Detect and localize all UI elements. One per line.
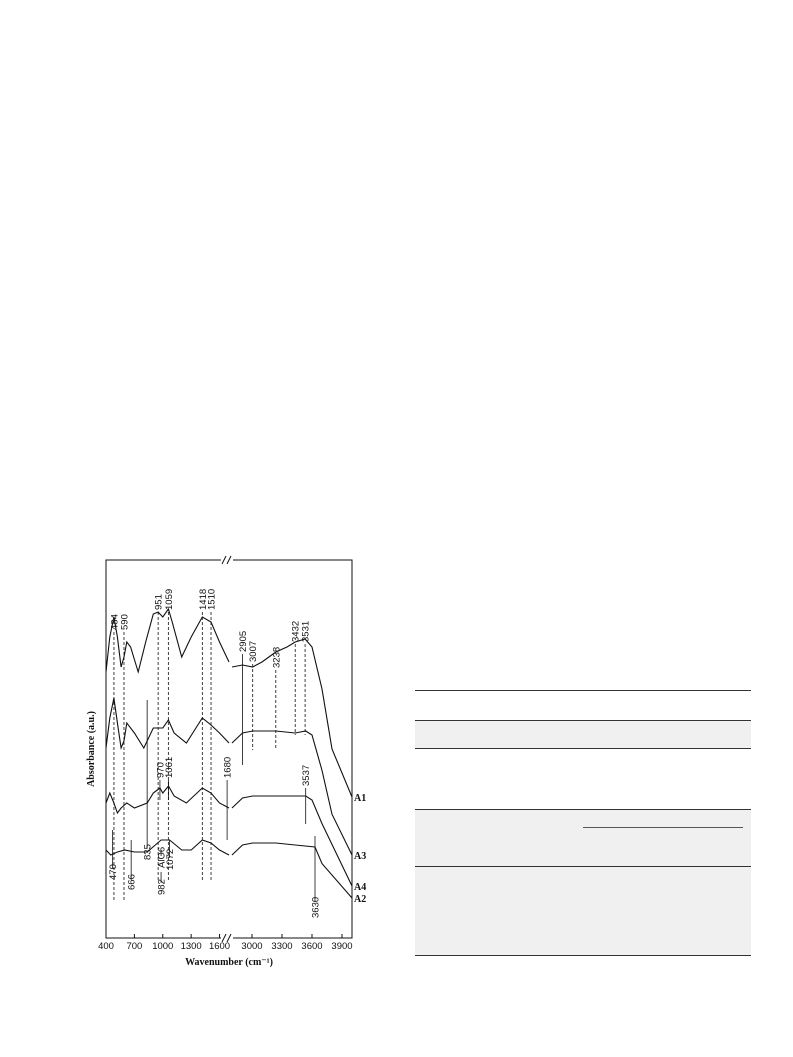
peak-label: 3531 (300, 620, 312, 642)
ftir-spectra-figure (80, 550, 370, 980)
peak-label: 951 (153, 594, 165, 610)
spectrum-line-right (232, 843, 352, 898)
spectrum-line-left (106, 786, 229, 813)
x-tick-label: 3300 (271, 941, 293, 952)
peak-label: 2905 (238, 630, 249, 652)
x-tick-label: 400 (98, 941, 114, 952)
series-label: A1 (354, 793, 367, 804)
spectrum-line-right (232, 731, 352, 855)
ftir-chart (80, 550, 370, 980)
peak-label: 3537 (301, 764, 313, 786)
spectrum-line-left (106, 698, 229, 748)
peak-label: 1418 (197, 588, 209, 610)
table-placeholder (415, 690, 751, 956)
table-bottom-rule (415, 955, 751, 956)
peak-label: 666 (126, 874, 138, 890)
peak-label: 1072 (165, 848, 177, 870)
y-axis-title: Absorbance (a.u.) (86, 711, 97, 787)
x-tick-label: 3600 (301, 941, 323, 952)
spectrum-line-right (232, 796, 352, 886)
peak-label: 1510 (206, 588, 218, 610)
x-axis-title: Wavenumber (cm⁻¹) (185, 957, 273, 968)
peak-label: 1680 (222, 756, 234, 778)
table-subrule (583, 827, 743, 828)
peak-label: 3238 (271, 646, 283, 668)
table-row (415, 810, 751, 866)
series-label: A3 (354, 851, 367, 862)
x-tick-label: 1300 (180, 941, 202, 952)
peak-label: 470 (108, 864, 120, 880)
table-row (415, 867, 751, 955)
series-label: A4 (354, 882, 367, 893)
x-tick-label: 3900 (331, 941, 353, 952)
table-header-row (415, 691, 751, 720)
table-row (415, 749, 751, 809)
axis-break-top (221, 555, 233, 565)
x-tick-label: 700 (126, 941, 143, 952)
table-row (415, 721, 751, 748)
peak-label: 3432 (290, 620, 302, 642)
peak-label: 3630 (310, 896, 322, 918)
x-tick-label: 3000 (241, 941, 263, 952)
peak-label: 1059 (163, 588, 175, 610)
peak-label: 982 (156, 879, 168, 895)
peak-label: 590 (119, 614, 131, 630)
peak-label: 1061 (164, 756, 176, 778)
peak-label: 3007 (248, 640, 260, 662)
series-label: A2 (354, 894, 367, 905)
peak-label: 970 (155, 762, 167, 778)
x-tick-label: 1600 (208, 941, 231, 952)
x-tick-label: 1000 (152, 941, 174, 952)
peak-label: AlO6 (156, 846, 168, 868)
peak-label: 484 (109, 614, 121, 630)
peak-label: 835 (142, 844, 154, 860)
